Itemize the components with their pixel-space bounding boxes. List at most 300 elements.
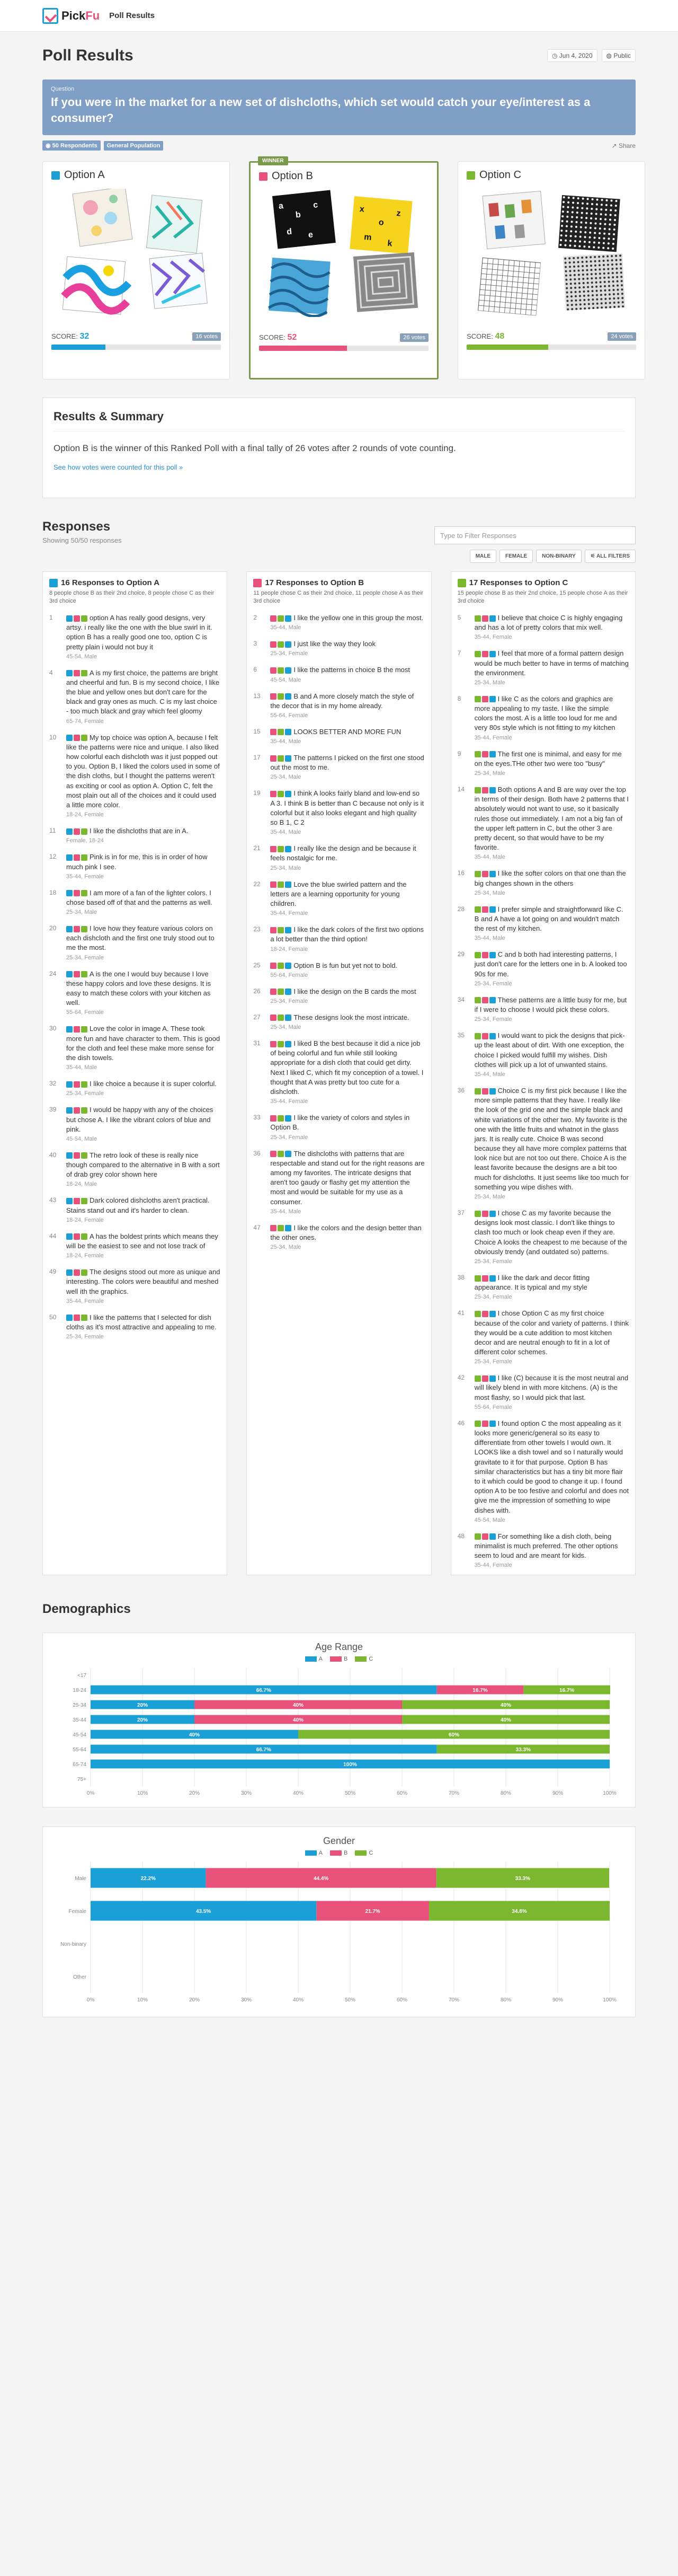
x-tick-label: 30% bbox=[240, 1790, 252, 1797]
breadcrumb: Poll Results bbox=[109, 11, 155, 20]
respondent-info: 25-34, Male bbox=[270, 1244, 301, 1251]
response-item bbox=[458, 1532, 629, 1569]
response-number: 27 bbox=[253, 1013, 261, 1021]
rank-square-icon bbox=[482, 1311, 488, 1317]
respondent-info: 35-44, Male bbox=[474, 1071, 505, 1078]
rank-square-icon bbox=[482, 615, 488, 622]
responses-column-c bbox=[451, 571, 636, 1575]
rank-order bbox=[270, 1151, 291, 1157]
rank-square-icon bbox=[81, 1107, 87, 1114]
response-number: 21 bbox=[253, 844, 261, 852]
rank-square-icon bbox=[270, 615, 276, 622]
rank-square-icon bbox=[475, 997, 481, 1003]
rank-order bbox=[66, 854, 87, 861]
rank-square-icon bbox=[66, 890, 73, 896]
response-text: I like the colors and the design better than the other ones. bbox=[270, 1223, 422, 1241]
data-label: 21.7% bbox=[365, 1909, 380, 1915]
response-number: 36 bbox=[253, 1149, 261, 1157]
rank-square-icon bbox=[482, 1211, 488, 1217]
response-item bbox=[458, 1086, 629, 1200]
response-text: I like the dark and decor fitting appearance. It is typical and my style bbox=[474, 1273, 590, 1292]
data-label: 100% bbox=[343, 1762, 357, 1768]
response-item bbox=[458, 749, 629, 777]
response-number: 38 bbox=[457, 1273, 465, 1281]
response-item bbox=[253, 1013, 424, 1030]
column-title-text: 17 Responses to Option B bbox=[265, 578, 364, 588]
response-text: I think A looks fairly bland and low-end so A 3. I think B is better than C because not only is it colorful but it also looks elegant and high quality so B 1, C 2 bbox=[270, 789, 424, 827]
rank-square-icon bbox=[285, 1014, 291, 1021]
rank-square-icon bbox=[66, 1152, 73, 1159]
rank-order bbox=[475, 1311, 496, 1317]
rank-order bbox=[66, 1198, 87, 1204]
response-item bbox=[458, 869, 629, 896]
response-item bbox=[49, 1232, 220, 1259]
option-color-icon bbox=[458, 579, 466, 587]
svg-text:b: b bbox=[295, 210, 301, 220]
respondent-info: 45-54, Male bbox=[66, 1135, 97, 1142]
rank-order bbox=[270, 846, 291, 852]
respondent-info: 35-44, Female bbox=[474, 634, 512, 641]
rank-square-icon bbox=[270, 791, 276, 797]
response-text: I love how they feature various colors on each dishcloth and the first one truly stood out to me the most. bbox=[66, 924, 215, 952]
respondent-info: 18-24, Female bbox=[66, 1216, 104, 1223]
respondent-info: 25-34, Female bbox=[66, 954, 104, 961]
response-item bbox=[458, 950, 629, 987]
data-label: 20% bbox=[137, 1717, 148, 1724]
rank-square-icon bbox=[278, 641, 284, 648]
x-tick-label: 100% bbox=[603, 1997, 617, 2004]
respondent-info: 25-34, Female bbox=[66, 1090, 104, 1097]
response-text: I like the variety of colors and styles in Option B. bbox=[270, 1114, 410, 1132]
score-text bbox=[259, 333, 297, 342]
data-label: 44.4% bbox=[313, 1876, 329, 1882]
response-number: 25 bbox=[253, 961, 261, 969]
respondent-info: 35-44, Female bbox=[66, 1298, 104, 1304]
respondent-info: 25-34, Male bbox=[474, 1194, 505, 1201]
rank-order bbox=[270, 667, 291, 674]
response-item bbox=[458, 1419, 629, 1523]
respondent-info: 45-54, Male bbox=[270, 676, 301, 683]
response-number: 3 bbox=[253, 640, 257, 648]
rank-square-icon bbox=[475, 1375, 481, 1382]
response-item bbox=[49, 1079, 220, 1097]
rank-square-icon bbox=[81, 926, 87, 932]
all-filters-text: ALL FILTERS bbox=[596, 553, 630, 560]
column-title bbox=[458, 578, 629, 587]
score-label: SCORE: bbox=[51, 332, 78, 341]
rank-order bbox=[475, 871, 496, 877]
rank-order bbox=[66, 971, 87, 977]
data-label: 43.5% bbox=[195, 1909, 211, 1915]
rank-square-icon bbox=[489, 751, 496, 757]
svg-text:m: m bbox=[363, 233, 372, 243]
rank-square-icon bbox=[278, 693, 284, 700]
vote-count-link[interactable]: See how votes were counted for this poll » bbox=[53, 463, 183, 472]
summary-title: Results & Summary bbox=[53, 410, 625, 431]
votes-badge: 16 votes bbox=[192, 332, 221, 341]
option-color-icon bbox=[49, 579, 58, 587]
option-b-image[interactable] bbox=[259, 190, 429, 317]
response-item bbox=[458, 1208, 629, 1265]
response-number: 22 bbox=[253, 880, 261, 888]
column-title bbox=[49, 578, 220, 587]
response-item bbox=[49, 852, 220, 879]
rank-order bbox=[475, 787, 496, 793]
column-subtitle: 11 people chose C as their 2nd choice, 11 people chose A as their 3rd choice bbox=[253, 590, 423, 604]
x-tick-label: 20% bbox=[189, 1997, 200, 2004]
x-tick-label: 60% bbox=[396, 1790, 408, 1797]
legend-b-label: B bbox=[344, 1850, 348, 1857]
svg-text:z: z bbox=[396, 209, 402, 219]
option-card-b[interactable] bbox=[249, 158, 439, 380]
rank-square-icon bbox=[66, 735, 73, 741]
rank-square-icon bbox=[66, 1269, 73, 1276]
x-tick-label: 40% bbox=[292, 1790, 304, 1797]
response-item bbox=[253, 639, 424, 657]
score-bar bbox=[259, 346, 429, 351]
response-number: 18 bbox=[49, 888, 57, 896]
rank-order bbox=[66, 1081, 87, 1088]
response-number: 32 bbox=[49, 1080, 57, 1088]
response-text: I like (C) because it is the most neutral and will likely blend in with more kitchens. (A) is the most flashy, so I would pick that last. bbox=[474, 1374, 629, 1401]
column-title-text: 16 Responses to Option A bbox=[61, 578, 160, 588]
rank-order bbox=[475, 751, 496, 757]
rank-square-icon bbox=[475, 651, 481, 657]
rank-square-icon bbox=[81, 1152, 87, 1159]
rank-square-icon bbox=[489, 952, 496, 958]
rank-square-icon bbox=[285, 963, 291, 969]
response-text: I prefer simple and straightforward like C. B and A have a lot going on and wouldn't match the rest of my kitchen. bbox=[474, 905, 623, 933]
y-tick-label: <17 bbox=[77, 1673, 86, 1679]
response-text: The first one is minimal, and easy for me on the eyes.THe other two were too "busy" bbox=[474, 749, 622, 767]
data-label: 66.7% bbox=[256, 1747, 272, 1753]
respondent-info: 35-44, Male bbox=[270, 738, 301, 745]
x-tick-label: 30% bbox=[240, 1997, 252, 2004]
y-tick-label: Other bbox=[73, 1974, 86, 1981]
response-text: I like C as the colors and graphics are more appealing to my taste. I like the simple colors the most. A is a little too loud for me and very 80s style which is not fitting to my kitchen bbox=[474, 694, 617, 732]
response-text: option A has really good designs, very artsy. i really like the one with the blue swirl in it. option B has a really good one too, option C is pretty plain i would not buy it bbox=[66, 613, 212, 651]
responses-title: Responses bbox=[42, 519, 111, 534]
respondent-info: 35-44, Male bbox=[66, 1064, 97, 1071]
rank-square-icon bbox=[81, 1081, 87, 1088]
x-tick-label: 70% bbox=[448, 1997, 460, 2004]
response-item bbox=[253, 1113, 424, 1140]
main-content bbox=[0, 32, 678, 2576]
score-bar-fill bbox=[259, 346, 347, 351]
rank-square-icon bbox=[489, 787, 496, 793]
rank-square-icon bbox=[270, 693, 276, 700]
x-tick-label: 0% bbox=[86, 1790, 95, 1797]
rank-square-icon bbox=[74, 890, 80, 896]
response-item bbox=[49, 1267, 220, 1304]
rank-order bbox=[66, 670, 87, 676]
respondent-info: 25-34, Female bbox=[66, 1334, 104, 1340]
rank-square-icon bbox=[81, 1026, 87, 1033]
rank-order bbox=[475, 1033, 496, 1039]
all-filters-button[interactable] bbox=[585, 550, 636, 563]
legend-b bbox=[330, 1850, 347, 1856]
rank-square-icon bbox=[270, 755, 276, 762]
response-text: These designs look the most intricate. bbox=[293, 1013, 409, 1021]
response-item bbox=[49, 888, 220, 915]
rank-square-icon bbox=[66, 1315, 73, 1321]
rank-order bbox=[270, 641, 291, 648]
response-item bbox=[49, 668, 220, 725]
respondent-info: 55-64, Female bbox=[270, 972, 308, 978]
rank-square-icon bbox=[285, 1225, 291, 1231]
option-c-color-icon bbox=[467, 171, 475, 180]
column-title bbox=[253, 578, 424, 587]
response-text: I like the design on the B cards the most bbox=[293, 987, 416, 995]
rank-square-icon bbox=[74, 670, 80, 676]
rank-square-icon bbox=[285, 729, 291, 735]
rank-square-icon bbox=[81, 1233, 87, 1240]
rank-square-icon bbox=[270, 927, 276, 933]
response-text: I like the dishcloths that are in A. bbox=[90, 827, 189, 835]
response-text: Option B is fun but yet not to bold. bbox=[293, 961, 398, 969]
response-item bbox=[458, 1373, 629, 1410]
rank-square-icon bbox=[482, 906, 488, 913]
response-text: The designs stood out more as unique and interesting. The colors were beautiful and meshed well ith the graphics. bbox=[66, 1268, 220, 1295]
rank-square-icon bbox=[285, 693, 291, 700]
response-text: I feel that more of a formal pattern design would be much better to have in terms of matching the environment. bbox=[474, 649, 629, 677]
response-number: 1 bbox=[49, 613, 53, 621]
response-number: 11 bbox=[49, 827, 56, 835]
response-item bbox=[49, 613, 220, 660]
rank-square-icon bbox=[270, 729, 276, 735]
respondents-tag[interactable] bbox=[42, 140, 101, 151]
filter-responses-input[interactable]: Type to Filter Responses bbox=[434, 526, 636, 544]
response-number: 15 bbox=[253, 727, 261, 735]
page-title: Poll Results bbox=[42, 47, 133, 64]
rank-square-icon bbox=[475, 1088, 481, 1095]
rank-square-icon bbox=[81, 1198, 87, 1204]
rank-square-icon bbox=[278, 927, 284, 933]
rank-square-icon bbox=[278, 1014, 284, 1021]
rank-square-icon bbox=[482, 1033, 488, 1039]
response-number: 34 bbox=[457, 995, 465, 1003]
share-button[interactable] bbox=[612, 142, 636, 149]
filter-male-button[interactable]: MALE bbox=[470, 550, 496, 563]
option-card-c[interactable] bbox=[458, 161, 645, 380]
response-text: C and b both had interesting patterns, I just don't care for the letters one in b. A looked too 90s for me. bbox=[474, 950, 627, 978]
rank-square-icon bbox=[66, 1233, 73, 1240]
date-pill bbox=[547, 49, 597, 62]
rank-square-icon bbox=[81, 854, 87, 861]
rank-square-icon bbox=[482, 997, 488, 1003]
filter-nonbinary-button[interactable]: NON-BINARY bbox=[536, 550, 582, 563]
response-item bbox=[458, 649, 629, 686]
rank-square-icon bbox=[482, 1375, 488, 1382]
people-icon: ◉ bbox=[46, 143, 52, 149]
rank-square-icon bbox=[74, 926, 80, 932]
date-text: Jun 4, 2020 bbox=[559, 52, 593, 59]
response-text: I am more of a fan of the lighter colors. I chose based off of that and the patterns as well. bbox=[66, 888, 212, 906]
question-box bbox=[42, 80, 636, 135]
option-card-a[interactable] bbox=[42, 161, 230, 380]
response-number: 16 bbox=[457, 869, 465, 877]
rank-square-icon bbox=[475, 1211, 481, 1217]
rank-order bbox=[475, 906, 496, 913]
x-tick-label: 10% bbox=[137, 1997, 148, 2004]
data-label: 20% bbox=[137, 1702, 148, 1709]
response-number: 41 bbox=[457, 1309, 465, 1317]
option-a-color-icon bbox=[51, 171, 60, 180]
svg-text:k: k bbox=[387, 239, 393, 249]
rank-square-icon bbox=[66, 971, 73, 977]
rank-square-icon bbox=[285, 667, 291, 674]
response-number: 10 bbox=[49, 733, 57, 741]
rank-order bbox=[475, 1211, 496, 1217]
data-label: 33.3% bbox=[515, 1876, 531, 1882]
rank-order bbox=[270, 1041, 291, 1047]
response-text: LOOKS BETTER AND MORE FUN bbox=[293, 727, 402, 736]
response-number: 9 bbox=[457, 749, 461, 757]
rank-square-icon bbox=[66, 1198, 73, 1204]
rank-square-icon bbox=[482, 1533, 488, 1540]
rank-order bbox=[270, 963, 291, 969]
rank-square-icon bbox=[74, 615, 80, 622]
response-text: For something like a dish cloth, being minimalist is much preferred. The other options seem to loud and are meant for kids. bbox=[474, 1532, 618, 1560]
response-number: 13 bbox=[253, 692, 261, 700]
respondent-info: 25-34, Male bbox=[270, 774, 301, 781]
rank-square-icon bbox=[475, 1033, 481, 1039]
x-tick-label: 80% bbox=[500, 1997, 512, 2004]
rank-square-icon bbox=[489, 696, 496, 702]
rank-square-icon bbox=[489, 871, 496, 877]
rank-square-icon bbox=[482, 1275, 488, 1282]
response-item bbox=[253, 1223, 424, 1250]
rank-square-icon bbox=[66, 854, 73, 861]
rank-square-icon bbox=[475, 696, 481, 702]
respondent-info: 25-34, Female bbox=[474, 1358, 512, 1365]
gender-svg bbox=[53, 1856, 625, 2010]
response-item bbox=[458, 1031, 629, 1078]
rank-order bbox=[66, 1233, 87, 1240]
rank-square-icon bbox=[270, 1225, 276, 1231]
rank-square-icon bbox=[270, 1041, 276, 1047]
y-tick-label: Female bbox=[68, 1909, 86, 1915]
respondent-info: 55-64, Female bbox=[474, 1404, 512, 1410]
audience-tag[interactable]: General Population bbox=[104, 141, 164, 151]
rank-square-icon bbox=[278, 667, 284, 674]
response-item bbox=[49, 1024, 220, 1071]
rank-square-icon bbox=[285, 927, 291, 933]
rank-square-icon bbox=[270, 641, 276, 648]
visibility-pill[interactable] bbox=[602, 49, 636, 62]
rank-order bbox=[270, 729, 291, 735]
rank-square-icon bbox=[270, 1014, 276, 1021]
rank-square-icon bbox=[270, 667, 276, 674]
response-item bbox=[253, 880, 424, 917]
response-number: 28 bbox=[457, 905, 465, 913]
response-item bbox=[253, 613, 424, 631]
response-text: The retro look of these is really nice though compared to the alternative in B with a sort of drab grey color shown here bbox=[66, 1151, 220, 1179]
response-item bbox=[253, 789, 424, 835]
rank-order bbox=[66, 1107, 87, 1114]
option-a-image[interactable] bbox=[51, 189, 221, 316]
respondent-info: 25-34, Male bbox=[66, 909, 97, 916]
rank-square-icon bbox=[482, 871, 488, 877]
data-label: 22.2% bbox=[140, 1876, 156, 1882]
response-item bbox=[458, 1309, 629, 1365]
rank-square-icon bbox=[475, 906, 481, 913]
rank-square-icon bbox=[475, 1311, 481, 1317]
response-text: I like choice a because it is super colorful. bbox=[90, 1080, 217, 1088]
data-label: 66.7% bbox=[256, 1688, 272, 1694]
respondent-info: 35-44, Female bbox=[270, 1098, 308, 1105]
rank-square-icon bbox=[66, 828, 73, 835]
rank-square-icon bbox=[278, 1225, 284, 1231]
data-label: 40% bbox=[292, 1717, 304, 1724]
rank-square-icon bbox=[285, 641, 291, 648]
chart-legend bbox=[53, 1656, 625, 1662]
response-number: 42 bbox=[457, 1374, 465, 1382]
respondent-info: 35-44, Male bbox=[474, 854, 505, 861]
response-text: I like the dark colors of the first two options a lot better than the third option! bbox=[270, 925, 424, 943]
rank-square-icon bbox=[482, 1088, 488, 1095]
rank-square-icon bbox=[270, 989, 276, 995]
response-number: 24 bbox=[49, 969, 57, 977]
respondent-info: 25-34, Female bbox=[474, 980, 512, 987]
rank-square-icon bbox=[489, 615, 496, 622]
respondent-info: 18-24, Female bbox=[66, 1252, 104, 1259]
respondent-info: 35-44, Male bbox=[270, 829, 301, 836]
demographics-title: Demographics bbox=[42, 1602, 131, 1617]
rank-square-icon bbox=[489, 1375, 496, 1382]
respondent-info: 18-24, Female bbox=[66, 811, 104, 818]
response-number: 44 bbox=[49, 1232, 57, 1240]
svg-text:e: e bbox=[308, 230, 314, 240]
rank-order bbox=[66, 735, 87, 741]
rank-square-icon bbox=[482, 952, 488, 958]
rank-square-icon bbox=[285, 1151, 291, 1157]
data-label: 40% bbox=[500, 1717, 512, 1724]
response-number: 47 bbox=[253, 1223, 261, 1231]
x-tick-label: 80% bbox=[500, 1790, 512, 1797]
rank-square-icon bbox=[278, 846, 284, 852]
rank-order bbox=[270, 1115, 291, 1122]
rank-square-icon bbox=[482, 787, 488, 793]
score-bar bbox=[467, 345, 636, 350]
filter-icon: ⚟ bbox=[590, 553, 597, 560]
score-bar bbox=[51, 345, 221, 350]
response-text: Dark colored dishcloths aren't practical. Stains stand out and it's harder to clean. bbox=[66, 1196, 210, 1214]
pickfu-logo[interactable] bbox=[42, 8, 100, 24]
gender-chart bbox=[42, 1827, 636, 2017]
legend-c-label: C bbox=[369, 1656, 373, 1663]
x-tick-label: 20% bbox=[189, 1790, 200, 1797]
rank-square-icon bbox=[66, 615, 73, 622]
rank-square-icon bbox=[74, 1152, 80, 1159]
option-c-image[interactable] bbox=[467, 189, 636, 316]
rank-order bbox=[66, 1152, 87, 1159]
rank-order bbox=[66, 1315, 87, 1321]
y-tick-label: 25-34 bbox=[73, 1702, 86, 1709]
response-text: I like the patterns in choice B the most bbox=[293, 666, 410, 674]
filter-female-button[interactable]: FEMALE bbox=[499, 550, 533, 563]
data-label: 60% bbox=[448, 1732, 460, 1739]
response-number: 23 bbox=[253, 925, 261, 933]
rank-square-icon bbox=[278, 1115, 284, 1122]
rank-square-icon bbox=[489, 1275, 496, 1282]
legend-c-label: C bbox=[369, 1850, 373, 1857]
response-number: 35 bbox=[457, 1031, 465, 1039]
response-item bbox=[253, 961, 424, 978]
response-item bbox=[49, 1151, 220, 1188]
y-tick-label: 18-24 bbox=[73, 1688, 86, 1694]
age-range-svg bbox=[53, 1662, 625, 1800]
